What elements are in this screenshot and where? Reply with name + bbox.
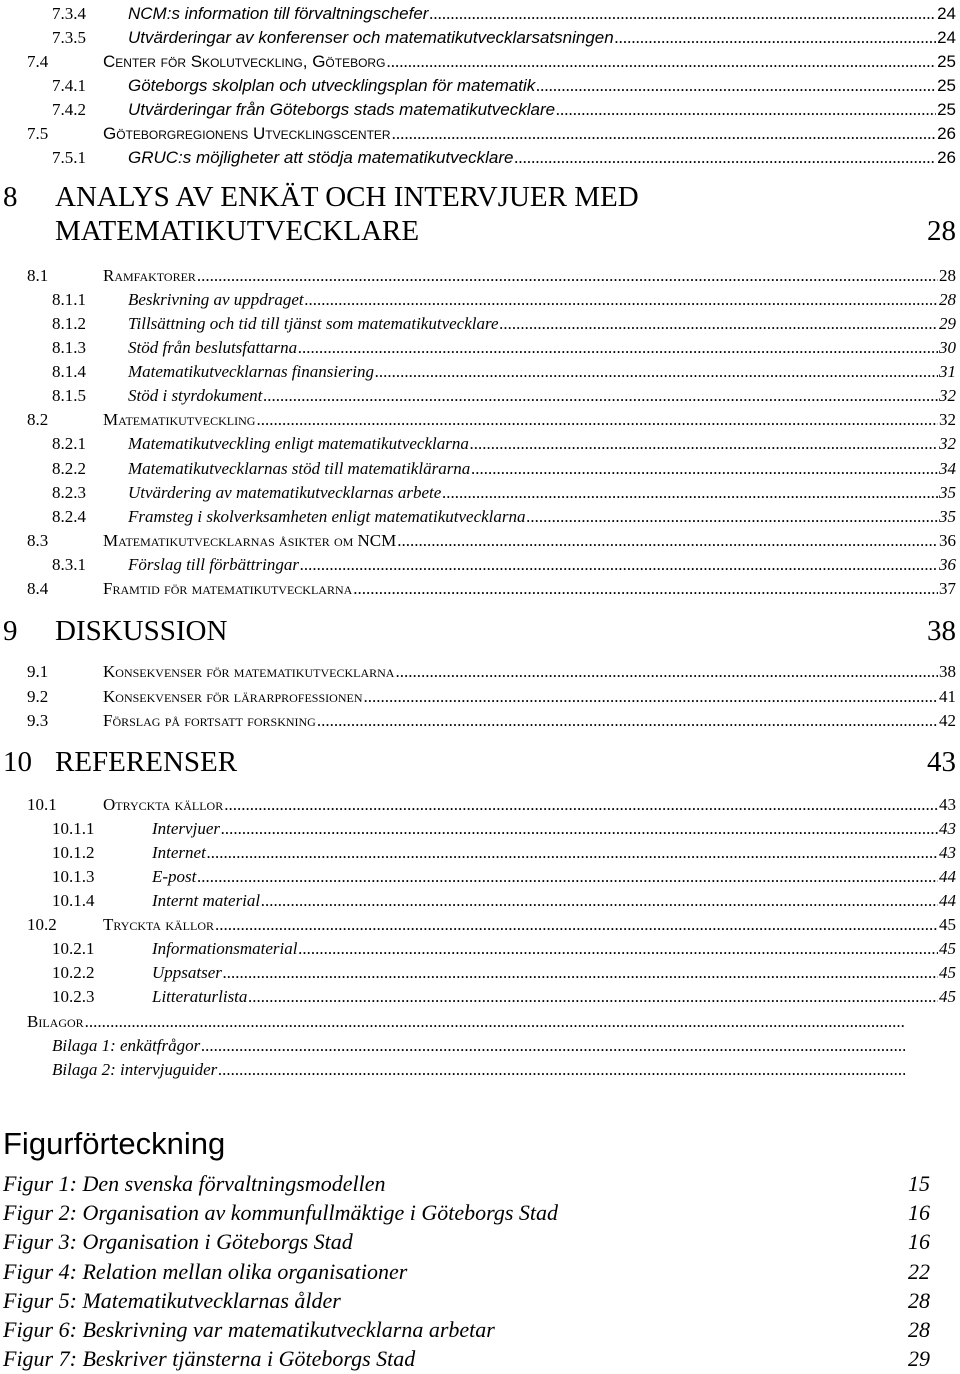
toc-entry-number: 10.1.3 xyxy=(52,867,95,886)
figure-title: Figur 2: Organisation av kommunfullmäktige i Göteborgs Stad xyxy=(3,1200,559,1226)
toc-dot-leader xyxy=(514,148,936,168)
toc-entry-page: 35 xyxy=(939,507,956,526)
toc-entry[interactable] xyxy=(0,0,956,24)
toc-dot-leader xyxy=(218,1060,905,1080)
toc-entry[interactable] xyxy=(0,334,956,358)
toc-entry-page: 30 xyxy=(939,338,956,357)
toc-entry-title: Göteborgregionens Utvecklingscenter xyxy=(103,124,391,143)
toc-entry[interactable] xyxy=(0,911,956,935)
toc-entry-page: 43 xyxy=(939,795,956,814)
chapter-number: 8 xyxy=(3,181,18,213)
figure-page: 28 xyxy=(908,1317,930,1342)
toc-dot-leader xyxy=(263,386,938,406)
toc-entry-number: 8.4 xyxy=(27,579,49,598)
figure-page: 15 xyxy=(908,1171,930,1196)
toc-dot-leader xyxy=(353,579,938,599)
toc-entry[interactable] xyxy=(0,791,956,815)
toc-dot-leader xyxy=(392,124,936,144)
toc-dot-leader xyxy=(500,314,938,334)
toc-entry-number: 8.2 xyxy=(27,410,49,429)
chapter-page: 28 xyxy=(927,215,956,247)
toc-entry-page: 29 xyxy=(939,314,956,333)
toc-dot-leader xyxy=(85,1012,905,1032)
toc-dot-leader xyxy=(300,555,938,575)
toc-entry-number: 7.4.2 xyxy=(52,100,86,119)
toc-entry-number: 7.4.1 xyxy=(52,76,86,95)
toc-dot-leader xyxy=(527,507,939,527)
toc-dot-leader xyxy=(317,711,938,731)
toc-dot-leader xyxy=(261,891,938,911)
toc-entry-number: 9.1 xyxy=(27,662,49,681)
toc-entry-number: 8.2.3 xyxy=(52,483,86,502)
chapter-heading[interactable] xyxy=(0,180,956,214)
toc-dot-leader xyxy=(197,867,938,887)
toc-dot-leader xyxy=(536,76,936,96)
toc-dot-leader xyxy=(471,459,938,479)
toc-entry[interactable] xyxy=(0,382,956,406)
toc-entry-page: 32 xyxy=(939,434,956,453)
toc-entry-page: 44 xyxy=(939,867,956,886)
figure-list-item[interactable] xyxy=(3,1228,933,1257)
toc-entry-number: 10.1.2 xyxy=(52,843,95,862)
toc-dot-leader xyxy=(615,28,936,48)
toc-entry[interactable] xyxy=(0,887,956,911)
toc-entry-page: 24 xyxy=(937,4,956,23)
toc-entry[interactable] xyxy=(0,1008,906,1032)
toc-entry[interactable] xyxy=(0,959,956,983)
figure-list-item[interactable] xyxy=(3,1287,933,1316)
toc-entry-number: 10.2.2 xyxy=(52,963,95,982)
toc-entry-title: NCM:s information till förvaltningschefer xyxy=(128,4,429,23)
toc-entry[interactable] xyxy=(0,24,956,48)
figure-page: 28 xyxy=(908,1287,930,1313)
toc-entry-title: Tillsättning och tid till tjänst som matematikutvecklare xyxy=(128,314,499,333)
toc-entry[interactable] xyxy=(0,503,956,527)
toc-entry-title: Matematikutveckling xyxy=(103,410,256,429)
toc-entry-page: 45 xyxy=(939,939,956,958)
toc-entry-title: Beskrivning av uppdraget xyxy=(128,290,304,309)
toc-dot-leader xyxy=(197,266,938,286)
toc-entry-number: 8.3.1 xyxy=(52,555,86,574)
toc-entry-title: GRUC:s möjligheter att stödja matematikutvecklare xyxy=(128,148,514,167)
figure-title: Figur 4: Relation mellan olika organisationer xyxy=(3,1258,408,1284)
toc-entry[interactable] xyxy=(0,286,956,310)
toc-entry[interactable] xyxy=(0,983,956,1007)
toc-dot-leader xyxy=(305,290,938,310)
toc-entry-page: 38 xyxy=(939,662,956,681)
toc-entry-title: Otryckta källor xyxy=(103,795,224,814)
toc-dot-leader xyxy=(298,939,938,959)
toc-entry-title: Matematikutvecklarnas stöd till matematiklärarna xyxy=(128,459,471,478)
toc-entry-title: Förslag till förbättringar xyxy=(128,555,299,574)
toc-entry-title: Intervjuer xyxy=(152,819,220,838)
toc-entry-title: Stöd från beslutsfattarna xyxy=(128,338,298,357)
toc-dot-leader xyxy=(363,687,938,707)
toc-entry-page: 45 xyxy=(939,915,956,934)
toc-entry-title: Internet xyxy=(152,843,206,862)
toc-entry[interactable] xyxy=(0,658,956,682)
toc-entry-title: Matematikutvecklarnas åsikter om NCM xyxy=(103,531,397,550)
toc-entry[interactable] xyxy=(0,120,956,144)
figure-title: Figur 5: Matematikutvecklarnas ålder xyxy=(3,1287,341,1313)
toc-entry-title: Konsekvenser för lärarprofessionen xyxy=(103,687,363,706)
figure-page: 16 xyxy=(908,1229,930,1255)
toc-entry-page: 26 xyxy=(937,148,956,167)
chapter-heading[interactable] xyxy=(0,614,956,648)
toc-dot-leader xyxy=(397,531,938,551)
toc-entry-page: 28 xyxy=(939,290,956,309)
figure-title: Figur 3: Organisation i Göteborgs Stad xyxy=(3,1229,353,1255)
figure-title: Figur 7: Beskriver tjänsterna i Göteborgs Stad xyxy=(3,1346,416,1372)
toc-entry[interactable] xyxy=(0,935,956,959)
figure-list-item[interactable] xyxy=(3,1199,933,1228)
toc-entry[interactable] xyxy=(0,863,956,887)
toc-entry-title: Tryckta källor xyxy=(103,915,215,934)
toc-entry-page: 45 xyxy=(939,963,956,982)
toc-entry-page: 43 xyxy=(939,843,956,862)
toc-entry-title: Litteraturlista xyxy=(152,987,248,1006)
toc-entry[interactable] xyxy=(0,144,956,168)
toc-entry-title: Framsteg i skolverksamheten enligt matematikutvecklarna xyxy=(128,507,526,526)
figure-title: Figur 6: Beskrivning var matematikutvecklarna arbetar xyxy=(3,1317,495,1342)
figure-page: 22 xyxy=(908,1258,930,1284)
toc-entry-number: 10.1 xyxy=(27,795,57,814)
toc-dot-leader xyxy=(256,410,938,430)
figure-page: 16 xyxy=(908,1200,930,1226)
toc-entry-title: E-post xyxy=(152,867,197,886)
toc-entry-title: Center för Skolutveckling, Göteborg xyxy=(103,52,386,71)
toc-entry-number: 8.1.2 xyxy=(52,314,86,333)
toc-dot-leader xyxy=(298,338,938,358)
toc-entry-number: 10.2.1 xyxy=(52,939,95,958)
toc-entry-number: 10.2.3 xyxy=(52,987,95,1006)
toc-entry-title: Internt material xyxy=(152,891,261,910)
toc-entry-number: 9.3 xyxy=(27,711,49,730)
toc-entry[interactable] xyxy=(0,358,956,382)
toc-entry-number: 8.1.1 xyxy=(52,290,86,309)
toc-dot-leader xyxy=(386,52,936,72)
toc-dot-leader xyxy=(470,434,938,454)
toc-entry-title: Förslag på fortsatt forskning xyxy=(103,711,316,730)
toc-dot-leader xyxy=(224,795,938,815)
toc-entry-title: Uppsatser xyxy=(152,963,222,982)
toc-entry[interactable] xyxy=(0,707,956,731)
toc-entry[interactable] xyxy=(0,527,956,551)
toc-entry-number: 10.1.1 xyxy=(52,819,95,838)
toc-entry-page: 25 xyxy=(937,52,956,71)
toc-entry[interactable] xyxy=(0,683,956,707)
toc-entry-title: Utvärderingar av konferenser och matematikutvecklarsatsningen xyxy=(128,28,614,47)
toc-entry-page: 32 xyxy=(939,410,956,429)
toc-entry[interactable] xyxy=(0,575,956,599)
toc-entry-title: Bilaga 1: enkätfrågor xyxy=(52,1036,201,1055)
toc-entry-page: 26 xyxy=(937,124,956,143)
chapter-number: 9 xyxy=(3,615,18,647)
toc-entry[interactable] xyxy=(0,1056,906,1080)
toc-entry[interactable] xyxy=(0,96,956,120)
toc-entry-title: Bilaga 2: intervjuguider xyxy=(52,1060,218,1079)
chapter-number: 10 xyxy=(3,746,32,778)
toc-entry[interactable] xyxy=(0,455,956,479)
toc-entry-page: 24 xyxy=(937,28,956,47)
toc-entry-number: 8.3 xyxy=(27,531,49,550)
toc-entry[interactable] xyxy=(0,310,956,334)
chapter-page: 38 xyxy=(927,615,956,647)
toc-entry-page: 45 xyxy=(939,987,956,1006)
toc-entry-page: 36 xyxy=(939,555,956,574)
toc-entry-number: 9.2 xyxy=(27,687,49,706)
toc-entry-page: 35 xyxy=(939,483,956,502)
toc-entry-title: Informationsmaterial xyxy=(152,939,298,958)
toc-entry-page: 37 xyxy=(939,579,956,598)
toc-entry-number: 7.4 xyxy=(27,52,49,71)
figure-list-item[interactable] xyxy=(3,1258,933,1287)
toc-dot-leader xyxy=(442,483,938,503)
toc-entry[interactable] xyxy=(0,48,956,72)
toc-dot-leader xyxy=(556,100,936,120)
toc-entry-number: 10.1.4 xyxy=(52,891,95,910)
toc-entry-page: 32 xyxy=(939,386,956,405)
figure-list-item[interactable] xyxy=(3,1170,933,1199)
toc-entry[interactable] xyxy=(0,406,956,430)
toc-entry-page: 34 xyxy=(939,459,956,478)
toc-entry-page: 42 xyxy=(939,711,956,730)
toc-dot-leader xyxy=(207,843,938,863)
chapter-title: ANALYS AV ENKÄT OCH INTERVJUER MED xyxy=(55,181,639,213)
figure-list-heading: Figurförteckning xyxy=(3,1126,226,1161)
toc-entry-number: 7.3.5 xyxy=(52,28,86,47)
chapter-heading[interactable] xyxy=(0,214,956,248)
toc-entry-page: 41 xyxy=(939,687,956,706)
toc-entry-title: Framtid för matematikutvecklarna xyxy=(103,579,353,598)
toc-dot-leader xyxy=(395,662,938,682)
toc-entry[interactable] xyxy=(0,815,956,839)
toc-entry-title: Matematikutveckling enligt matematikutvecklarna xyxy=(128,434,469,453)
toc-entry-number: 8.1.3 xyxy=(52,338,86,357)
toc-entry[interactable] xyxy=(0,262,956,286)
toc-entry-number: 8.2.4 xyxy=(52,507,86,526)
figure-list-item[interactable] xyxy=(3,1345,933,1374)
toc-entry-number: 8.2.2 xyxy=(52,459,86,478)
figure-page: 29 xyxy=(908,1346,930,1372)
toc-entry-title: Stöd i styrdokument xyxy=(128,386,263,405)
toc-entry-number: 8.1.5 xyxy=(52,386,86,405)
toc-entry-title: Matematikutvecklarnas finansiering xyxy=(128,362,374,381)
toc-entry[interactable] xyxy=(0,479,956,503)
toc-entry[interactable] xyxy=(0,551,956,575)
toc-entry-page: 43 xyxy=(939,819,956,838)
toc-entry-number: 7.5 xyxy=(27,124,49,143)
toc-entry[interactable] xyxy=(0,72,956,96)
toc-dot-leader xyxy=(248,987,938,1007)
toc-entry-number: 10.2 xyxy=(27,915,57,934)
chapter-page: 43 xyxy=(927,746,956,778)
toc-entry-page: 28 xyxy=(939,266,956,285)
toc-entry-title: Utvärdering av matematikutvecklarnas arbete xyxy=(128,483,442,502)
toc-entry-page: 44 xyxy=(939,891,956,910)
toc-entry-title: Ramfaktorer xyxy=(103,266,196,285)
toc-entry-number: 7.3.4 xyxy=(52,4,86,23)
toc-dot-leader xyxy=(429,4,936,24)
toc-dot-leader xyxy=(215,915,938,935)
toc-entry[interactable] xyxy=(0,1032,906,1056)
toc-entry-title: Bilagor xyxy=(27,1012,84,1031)
toc-entry-number: 8.1 xyxy=(27,266,49,285)
chapter-title: MATEMATIKUTVECKLARE xyxy=(55,215,420,247)
toc-entry-number: 8.1.4 xyxy=(52,362,86,381)
toc-dot-leader xyxy=(221,819,938,839)
figure-list-item[interactable] xyxy=(3,1316,933,1345)
chapter-title: REFERENSER xyxy=(55,746,238,778)
toc-entry-number: 7.5.1 xyxy=(52,148,86,167)
chapter-title: DISKUSSION xyxy=(55,615,228,647)
toc-entry[interactable] xyxy=(0,430,956,454)
toc-entry-page: 31 xyxy=(939,362,956,381)
toc-entry-page: 36 xyxy=(939,531,956,550)
toc-entry-number: 8.2.1 xyxy=(52,434,86,453)
toc-dot-leader xyxy=(375,362,938,382)
toc-entry-title: Utvärderingar från Göteborgs stads matematikutvecklare xyxy=(128,100,556,119)
chapter-heading[interactable] xyxy=(0,745,956,779)
toc-entry[interactable] xyxy=(0,839,956,863)
toc-dot-leader xyxy=(201,1036,905,1056)
toc-entry-title: Göteborgs skolplan och utvecklingsplan för matematik xyxy=(128,76,536,95)
figure-title: Figur 1: Den svenska förvaltningsmodellen xyxy=(3,1171,386,1196)
toc-dot-leader xyxy=(223,963,938,983)
toc-entry-title: Konsekvenser för matematikutvecklarna xyxy=(103,662,395,681)
toc-entry-page: 25 xyxy=(937,76,956,95)
toc-entry-page: 25 xyxy=(937,100,956,119)
